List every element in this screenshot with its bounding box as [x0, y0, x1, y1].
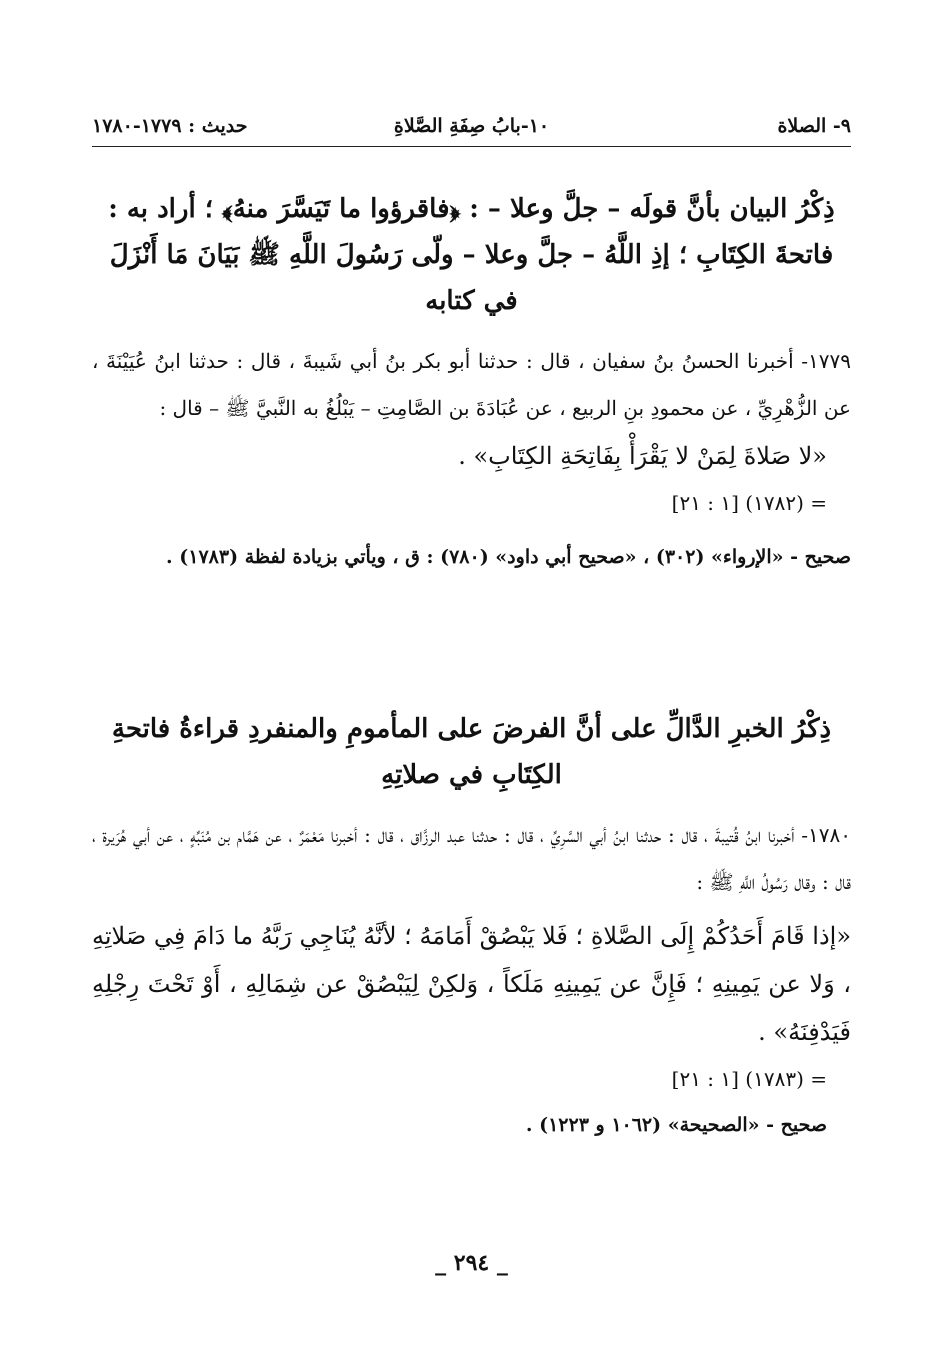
hadith-1780-chain: ١٧٨٠- أخبرنا ابنُ قُتيبةَ ، قال : حدثنا ابنُ أبي السَّرِيِّ ، قال : حدثنا عبد الرزَّاق ، قال : أخبرنا مَعْمَرٌ ، عن هَمَّام بن مُنَبِّهٍ ، عن أبي هُرَيرة ، قال : وقال رَسُولُ اللَّهِ ﷺ : — [92, 823, 851, 894]
page-number: _ ٢٩٤ _ — [435, 1250, 508, 1276]
section-2 — [92, 706, 851, 798]
hadith-1779 — [92, 338, 851, 580]
header-chapter: ٩- الصلاة — [777, 115, 851, 137]
section-1-heading: ذِكْرُ البيان بأنَّ قولَه – جلَّ وعلا – : ﴿فاقرؤوا ما تَيَسَّرَ منهُ﴾ ؛ أراد به : فاتحةَ الكِتَابِ ؛ إذِ اللَّهُ – جلَّ وعلا – ولّى رَسُولَ اللَّهِ ﷺ بَيَانَ مَا أَنْزَلَ في كتابه — [108, 194, 835, 316]
hadith-1779-grading: صحيح - «الإرواء» (٣٠٢) ، «صحيح أبي داود» (٧٨٠) : ق ، ويأتي بزيادة لفظة (١٧٨٣) . — [166, 546, 851, 568]
header-divider — [92, 146, 851, 147]
hadith-1780-text: «إذا قَامَ أَحَدُكُمْ إِلَى الصَّلاةِ ؛ فَلا يَبْصُقْ أَمَامَهُ ؛ لأنَّهُ يُنَاجِي رَبَّهُ ما دَامَ فِي صَلاتِهِ ، وَلا عن يَمِينِهِ ؛ فَإِنَّ عن يَمِينِهِ مَلَكاً ، وَلكِنْ لِيَبْصُقْ عن شِمَالِهِ ، أَوْ تَحْتَ رِجْلِهِ فَيَدْفِنَهُ» . — [92, 922, 851, 1046]
hadith-1780 — [92, 812, 851, 1148]
section-1 — [92, 186, 851, 324]
header-hadith-range: حديث : ١٧٧٩-١٧٨٠ — [92, 115, 248, 137]
header-section: ١٠-بابُ صِفَةِ الصَّلاةِ — [393, 115, 550, 137]
hadith-1779-text: «لا صَلاةَ لِمَنْ لا يَقْرَأْ بِفَاتِحَةِ الكِتَابِ» . — [458, 442, 827, 470]
hadith-1779-chain: ١٧٧٩- أخبرنا الحسنُ بنُ سفيان ، قال : حدثنا أبو بكر بنُ أبي شَيبةَ ، قال : حدثنا ابنُ عُيَيْنَةَ ، عن الزُّهْرِيِّ ، عن محمودِ بنِ الربيع ، عن عُبَادَةَ بن الصَّامِتِ – يَبْلُغُ به النَّبيَّ ﷺ – قال : — [92, 349, 851, 420]
running-header — [92, 108, 851, 144]
hadith-1780-grading: صحيح - «الصحيحة» (١٠٦٢ و ١٢٢٣) . — [525, 1114, 827, 1136]
section-2-heading: ذِكْرُ الخبرِ الدَّالِّ على أنَّ الفرضَ على المأمومِ والمنفردِ قراءةُ فاتحةِ الكِتَابِ في صلاتِهِ — [111, 714, 832, 790]
hadith-1779-reference: = (١٧٨٢) [١ : ٢١] — [671, 491, 827, 515]
hadith-1780-reference: = (١٧٨٣) [١ : ٢١] — [671, 1067, 827, 1091]
